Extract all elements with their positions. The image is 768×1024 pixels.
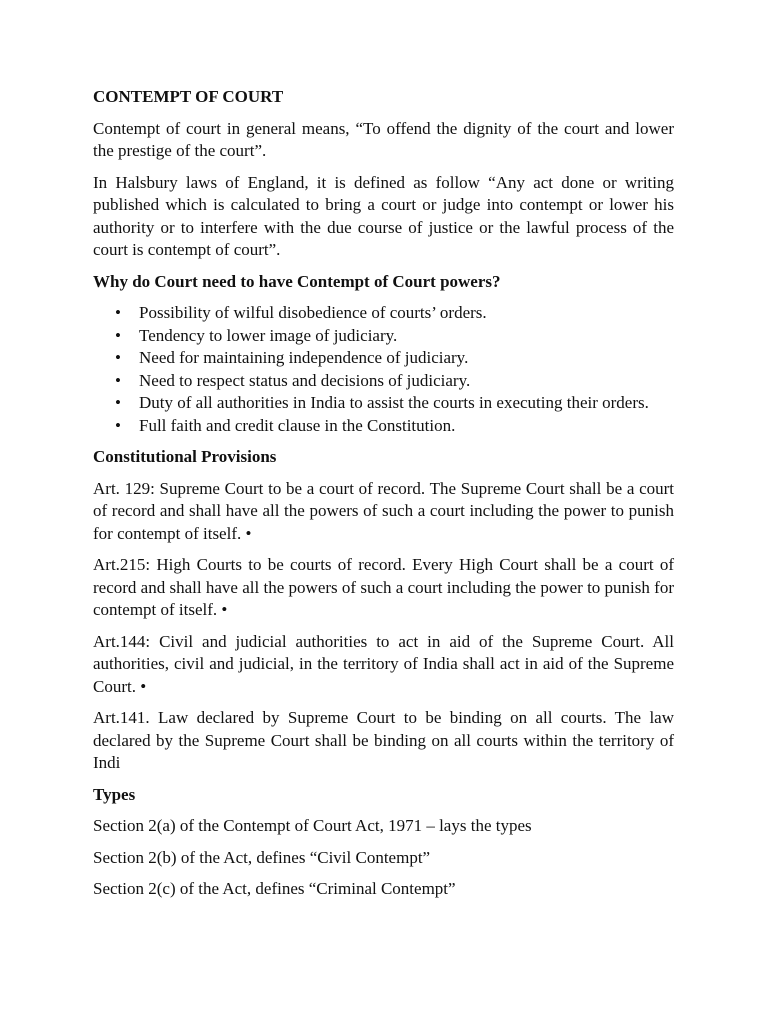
bullet-item xyxy=(93,392,674,415)
bullet-item xyxy=(93,325,674,348)
section-2a-line: Section 2(a) of the Contempt of Court Act, 1971 – lays the types xyxy=(93,816,532,835)
constitutional-provisions-heading: Constitutional Provisions xyxy=(93,447,277,466)
article-144-paragraph: Art.144: Civil and judicial authorities to act in aid of the Supreme Court. All authorities, civil and judicial, in the territory of India shall act in aid of the Supreme Court. • xyxy=(93,631,674,696)
intro-paragraph: Contempt of court in general means, “To offend the dignity of the court and lower the prestige of the court”. xyxy=(93,118,674,160)
bullet-icon: • xyxy=(115,325,121,345)
article-129-paragraph: Art. 129: Supreme Court to be a court of record. The Supreme Court shall be a court of record and shall have all the powers of such a court including the power to punish for contempt of itself. • xyxy=(93,478,674,543)
bullet-text: Full faith and credit clause in the Constitution. xyxy=(139,415,456,435)
bullet-text: Need to respect status and decisions of judiciary. xyxy=(139,370,471,390)
bullet-icon: • xyxy=(115,303,121,322)
why-bullet-list xyxy=(93,302,674,437)
bullet-text: Tendency to lower image of judiciary. xyxy=(139,325,398,345)
why-heading: Why do Court need to have Contempt of Court powers? xyxy=(93,271,501,291)
section-2b-line: Section 2(b) of the Act, defines “Civil Contempt” xyxy=(93,847,431,867)
bullet-text: Duty of all authorities in India to assist the courts in executing their orders. xyxy=(139,393,649,412)
article-215-paragraph: Art.215: High Courts to be courts of record. Every High Court shall be a court of record and shall have all the powers of such a court including the power to punish for contempt of itself. • xyxy=(93,555,674,619)
bullet-icon: • xyxy=(115,415,121,435)
bullet-item xyxy=(93,370,674,393)
article-141-paragraph: Art.141. Law declared by Supreme Court to be binding on all courts. The law declared by the Supreme Court shall be binding on all courts within the territory of Indi xyxy=(93,708,674,772)
types-heading: Types xyxy=(93,784,136,804)
document-title: CONTEMPT OF COURT xyxy=(93,87,284,106)
bullet-icon: • xyxy=(115,393,121,412)
bullet-icon: • xyxy=(115,348,121,367)
bullet-icon: • xyxy=(115,370,121,390)
bullet-item xyxy=(93,302,674,325)
halsbury-definition-paragraph: In Halsbury laws of England, it is defined as follow “Any act done or writing published which is calculated to bring a court or judge into contempt or lower his authority or to interfere with the due course of justice or the lawful process of the court is contempt of court”. xyxy=(93,172,674,259)
bullet-text: Possibility of wilful disobedience of courts’ orders. xyxy=(139,303,487,322)
bullet-item xyxy=(93,415,674,438)
bullet-text: Need for maintaining independence of judiciary. xyxy=(139,348,469,367)
section-2c-line: Section 2(c) of the Act, defines “Criminal Contempt” xyxy=(93,879,456,898)
bullet-item xyxy=(93,347,674,370)
